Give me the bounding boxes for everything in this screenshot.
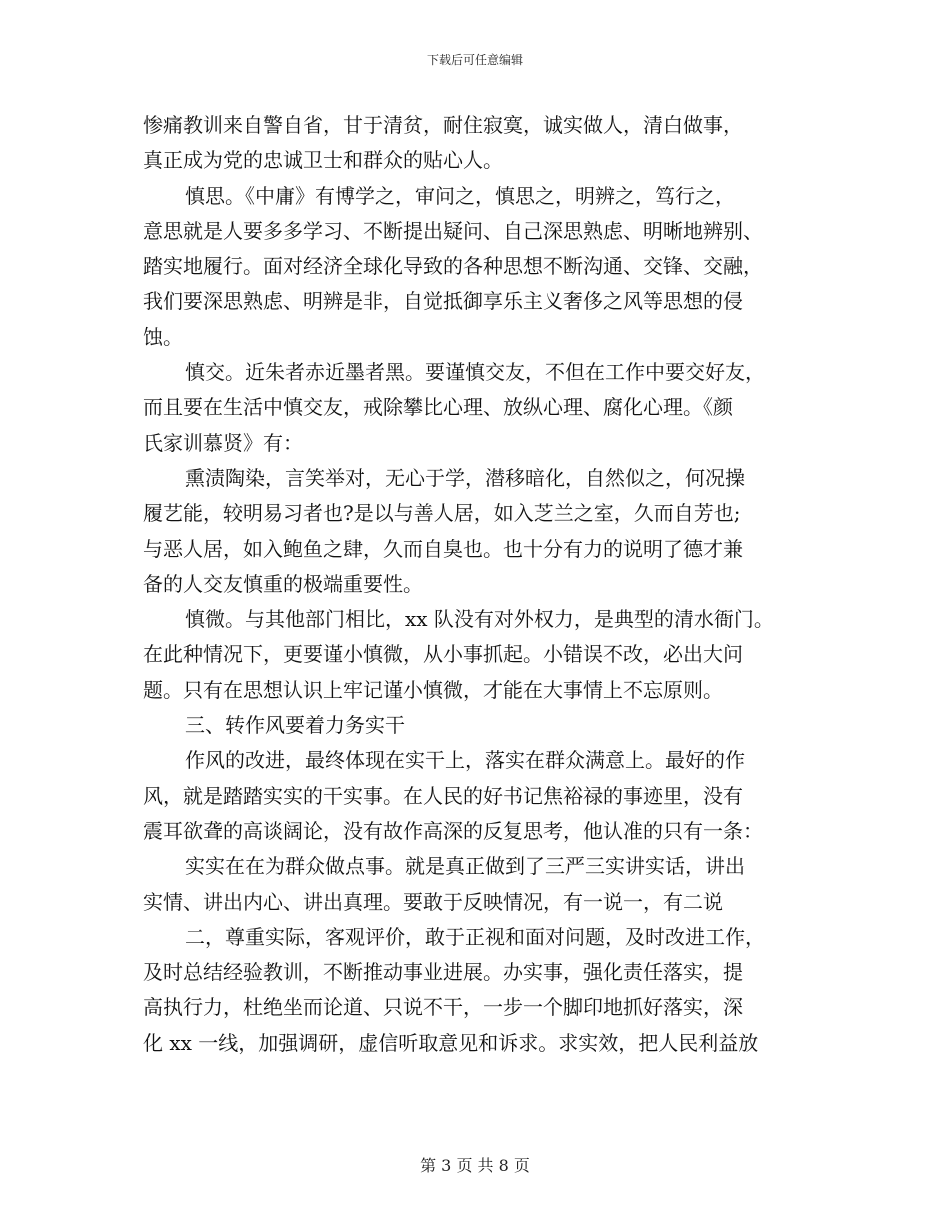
text-line: 而且要在生活中慎交友，戒除攀比心理、放纵心理、腐化心理。《颜: [143, 395, 733, 420]
text-line: 我们要深思熟虑、明辨是非，自觉抵御享乐主义奢侈之风等思想的侵: [143, 289, 743, 314]
document-body: [143, 108, 823, 1061]
text-line: 履艺能，较明易习者也?是以与善人居，如入芝兰之室，久而自芳也;: [143, 501, 741, 526]
text-line: 风，就是踏踏实实的干实事。在人民的好书记焦裕禄的事迹里，没有: [143, 783, 743, 808]
text-line: 在此种情况下，更要谨小慎微，从小事抓起。小错误不改，必出大问: [143, 642, 743, 667]
text-line: 慎交。近朱者赤近墨者黑。要谨慎交友，不但在工作中要交好友，: [185, 360, 765, 385]
text-line: 题。只有在思想认识上牢记谨小慎微，才能在大事情上不忘原则。: [143, 677, 723, 702]
text-line: 熏渍陶染，言笑举对，无心于学，潜移暗化，自然似之，何况操: [185, 465, 745, 490]
page-header: 下载后可任意编辑: [426, 53, 523, 67]
text-line: 三、转作风要着力务实干: [185, 713, 405, 738]
text-line: 慎思。《中庸》有博学之，审问之，慎思之，明辨之，笃行之，: [185, 183, 735, 208]
text-line: 实实在在为群众做点事。就是真正做到了三严三实讲实话，讲出: [185, 854, 745, 879]
text-line: 真正成为党的忠诚卫士和群众的贴心人。: [143, 148, 503, 173]
text-line: 踏实地履行。面对经济全球化导致的各种思想不断沟通、交锋、交融，: [143, 254, 763, 279]
text-line: 二，尊重实际，客观评价，敢于正视和面对问题，及时改进工作，: [185, 924, 765, 949]
text-line: 震耳欲聋的高谈阔论，没有故作高深的反复思考，他认准的只有一条：: [143, 818, 763, 843]
text-line: 备的人交友慎重的极端重要性。: [143, 571, 423, 596]
text-line: 实情、讲出内心、讲出真理。要敢于反映情况，有一说一，有二说: [143, 889, 723, 914]
text-line: 意思就是人要多多学习、不断提出疑问、自己深思熟虑、明晰地辨别、: [143, 218, 763, 243]
text-line: 作风的改进，最终体现在实干上，落实在群众满意上。最好的作: [185, 748, 745, 773]
text-line: 及时总结经验教训，不断推动事业进展。办实事，强化责任落实，提: [143, 960, 743, 985]
text-line: 惨痛教训来自警自省，甘于清贫，耐住寂寞，诚实做人，清白做事，: [143, 113, 743, 137]
text-line: 与恶人居，如入鲍鱼之肆，久而自臭也。也十分有力的说明了德才兼: [143, 536, 743, 561]
text-line: 氏家训慕贤》有：: [143, 430, 303, 455]
text-line: 高执行力，杜绝坐而论道、只说不干，一步一个脚印地抓好落实，深: [143, 995, 743, 1020]
text-line: 蚀。: [143, 324, 183, 349]
page-footer: 第 3 页 共 8 页: [420, 1156, 530, 1175]
text-line: 化 xx 一线，加强调研，虚信听取意见和诉求。求实效，把人民利益放: [143, 1030, 759, 1055]
text-line: 慎微。与其他部门相比，xx 队没有对外权力，是典型的清水衙门。: [185, 607, 774, 632]
